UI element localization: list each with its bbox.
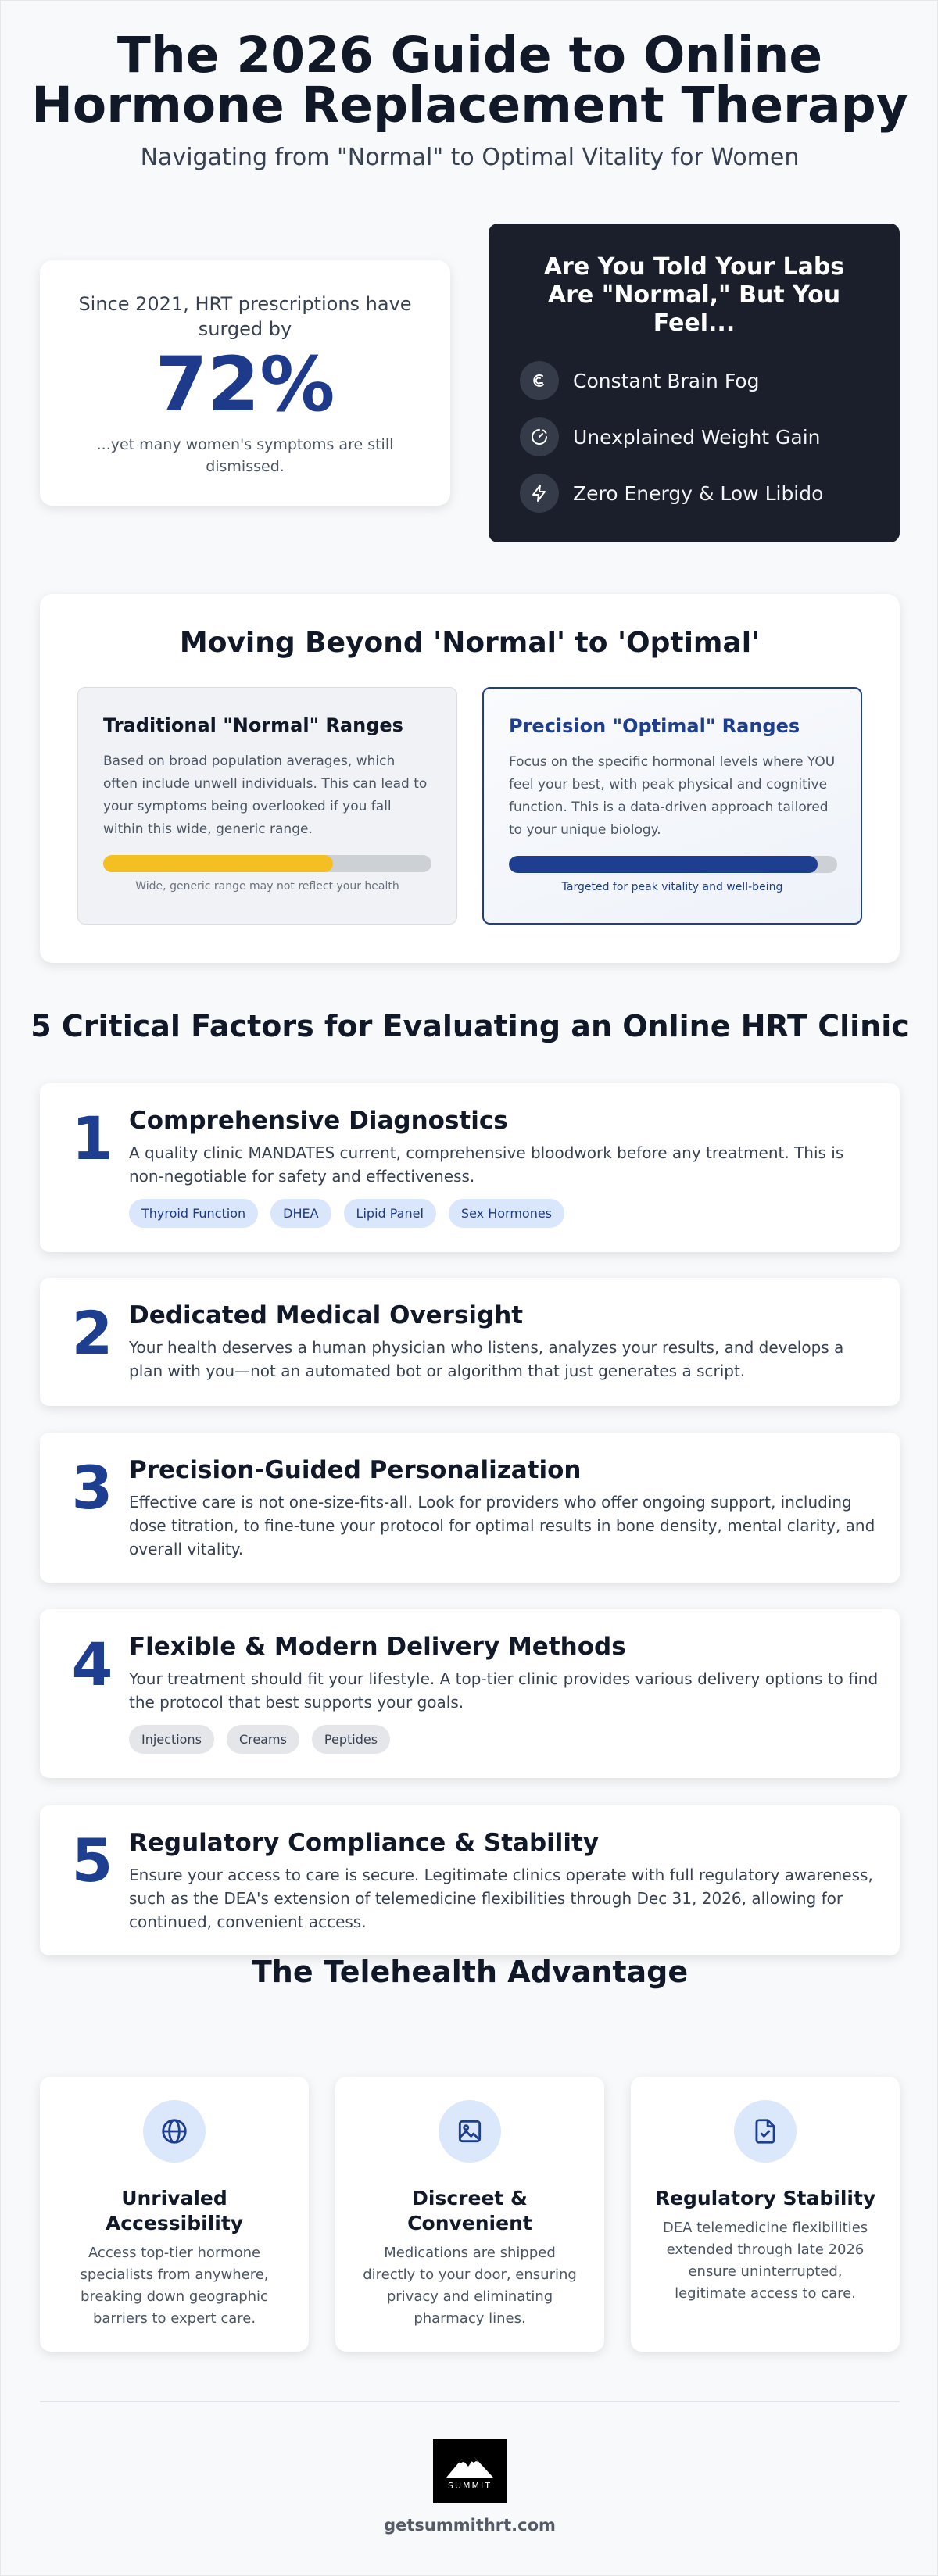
factor-title: Regulatory Compliance & Stability (129, 1829, 600, 1857)
tag-list (129, 1199, 879, 1228)
factor-card-2 (40, 1278, 900, 1406)
image-icon (439, 2100, 501, 2163)
factor-content (129, 1631, 879, 1754)
symptom-label: Zero Energy & Low Libido (573, 481, 824, 505)
factor-desc: Your treatment should fit your lifestyle. A top-tier clinic provides various delivery options to find the protocol that best supports your goals. (129, 1669, 879, 1712)
mountain-icon (445, 2453, 495, 2479)
traditional-range-bar-fill (103, 855, 333, 872)
factor-card-5 (40, 1805, 900, 1955)
optimal-range-body: Focus on the specific hormonal levels where YOU feel your best, with peak physical and cognitive function. This is a data-driven approach tailored to your unique biology. (509, 754, 836, 838)
symptom-item (520, 417, 868, 456)
factors-title: 5 Critical Factors for Evaluating an Online HRT Clinic (30, 1009, 909, 1043)
page-subtitle: Navigating from "Normal" to Optimal Vitality for Women (140, 144, 800, 171)
factor-desc: A quality clinic MANDATES current, comprehensive bloodwork before any treatment. This is non-negotiable for safety and effectiveness. (129, 1143, 844, 1186)
telehealth-card-accessibility (40, 2077, 309, 2352)
factor-content (129, 1300, 879, 1383)
factor-number: 1 (71, 1104, 113, 1173)
labs-title: Are You Told Your Labs Are "Normal," But You Feel... (543, 253, 845, 337)
factor-content (129, 1827, 879, 1934)
tag: Lipid Panel (344, 1199, 436, 1228)
symptom-label: Unexplained Weight Gain (573, 425, 821, 449)
factor-desc: Ensure your access to care is secure. Legitimate clinics operate with full regulatory awareness, such as the DEA's extension of telemedicine flexibilities through Dec 31, 2026, allowing for continued, convenient access. (129, 1866, 873, 1931)
tag: Sex Hormones (449, 1199, 564, 1228)
title-line-2: Hormone Replacement Therapy (31, 77, 908, 134)
optimal-range-card (482, 687, 862, 925)
factor-title: Dedicated Medical Oversight (129, 1301, 524, 1329)
ranges-title: Moving Beyond 'Normal' to 'Optimal' (179, 627, 761, 659)
logo-text: SUMMIT (448, 2480, 492, 2491)
tag: DHEA (270, 1199, 331, 1228)
lightning-icon (520, 474, 559, 513)
tag: Injections (129, 1725, 214, 1754)
stat-intro: Since 2021, HRT prescriptions have surged by (78, 293, 412, 340)
symptom-label: Constant Brain Fog (573, 369, 760, 392)
optimal-range-heading: Precision "Optimal" Ranges (509, 715, 800, 737)
stat-note: ...yet many women's symptoms are still dismissed. (96, 436, 394, 475)
telehealth-card-title: Unrivaled Accessibility (105, 2187, 244, 2234)
footer-divider (40, 2401, 900, 2402)
summit-logo (433, 2439, 507, 2503)
title-line-1: The 2026 Guide to Online (116, 27, 823, 84)
stat-value: 72% (155, 341, 335, 428)
tag: Peptides (312, 1725, 390, 1754)
factor-number: 2 (71, 1298, 113, 1368)
telehealth-card-body: Medications are shipped directly to your door, ensuring privacy and eliminating pharmacy lines. (363, 2245, 577, 2327)
traditional-range-heading: Traditional "Normal" Ranges (103, 714, 403, 736)
factor-number: 5 (71, 1826, 113, 1895)
traditional-range-caption: Wide, generic range may not reflect your health (135, 880, 399, 893)
tag-list (129, 1725, 879, 1754)
factor-desc: Effective care is not one-size-fits-all. Look for providers who offer ongoing support, including dose titration, to fine-tune your protocol for optimal results in bone density, mental clarity, and overall vitality. (129, 1493, 875, 1558)
factor-number: 3 (71, 1453, 113, 1522)
optimal-range-bar (509, 856, 837, 873)
traditional-range-body: Based on broad population averages, which often include unwell individuals. This can lead to your symptoms being overlooked if you fall within this wide, generic range. (103, 753, 428, 837)
telehealth-card-title: Regulatory Stability (654, 2187, 876, 2209)
document-check-icon (734, 2100, 797, 2163)
factor-content (129, 1454, 879, 1561)
symptom-item (520, 474, 868, 513)
telehealth-card-title: Discreet & Convenient (407, 2187, 532, 2234)
site-link[interactable]: getsummithrt.com (384, 2516, 556, 2535)
telehealth-title: The Telehealth Advantage (251, 1955, 689, 1989)
optimal-range-bar-fill (509, 856, 818, 873)
brain-icon (520, 361, 559, 400)
traditional-range-bar (103, 855, 431, 872)
factor-card-4 (40, 1609, 900, 1778)
page-title (1, 27, 938, 134)
factor-title: Comprehensive Diagnostics (129, 1107, 508, 1135)
factor-card-3 (40, 1433, 900, 1583)
telehealth-card-discreet (335, 2077, 604, 2352)
factor-number: 4 (71, 1630, 113, 1699)
optimal-range-caption: Targeted for peak vitality and well-being (561, 881, 783, 893)
tag: Creams (227, 1725, 299, 1754)
factor-title: Precision-Guided Personalization (129, 1456, 582, 1484)
factor-desc: Your health deserves a human physician who listens, analyzes your results, and develops a plan with you—not an automated bot or algorithm that just generates a script. (129, 1338, 844, 1380)
tag: Thyroid Function (129, 1199, 258, 1228)
symptom-item (520, 361, 868, 400)
factor-card-1 (40, 1083, 900, 1252)
symptom-list (520, 361, 868, 513)
factor-title: Flexible & Modern Delivery Methods (129, 1633, 626, 1661)
telehealth-card-regulatory (631, 2077, 900, 2352)
ranges-section (40, 594, 900, 963)
labs-card (489, 224, 900, 542)
globe-icon (143, 2100, 206, 2163)
telehealth-card-body: DEA telemedicine flexibilities extended through late 2026 ensure uninterrupted, legitimate access to care. (662, 2220, 868, 2302)
stat-card (40, 260, 450, 506)
traditional-range-card (77, 687, 457, 925)
factor-content (129, 1105, 879, 1228)
scale-icon (520, 417, 559, 456)
telehealth-card-body: Access top-tier hormone specialists from anywhere, breaking down geographic barriers to expert care. (80, 2245, 269, 2327)
